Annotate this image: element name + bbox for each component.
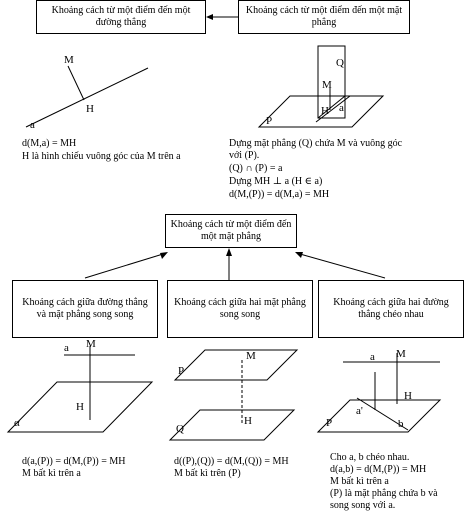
plane-step2: (Q) ∩ (P) = a	[229, 163, 283, 174]
label-M-top: M	[322, 79, 332, 91]
skew-line1: Cho a, b chéo nhau.	[330, 452, 410, 463]
line-formula: d(M,a) = MH	[22, 138, 77, 149]
skew-line3: M bất kì trên a	[330, 476, 389, 487]
box-point-to-plane-top	[238, 0, 410, 34]
label-M-line: M	[64, 54, 74, 66]
label-P-top: P	[266, 115, 273, 127]
box-point-to-line-text: Khoảng cách từ một điểm đến một đường thẳng	[51, 5, 191, 28]
box-point-to-line	[36, 0, 206, 34]
box-point-to-plane-center-text: Khoảng cách từ một điểm đến một mặt phẳng	[170, 219, 292, 242]
pp-formula: d((P),(Q)) = d(M,(Q)) = MH	[174, 456, 289, 467]
box-two-skew-lines-text: Khoảng cách giữa hai đường thẳng chéo nhau	[333, 297, 449, 320]
box-line-plane-parallel-text: Khoảng cách giữa đường thẳng và mặt phẳng song song	[22, 297, 148, 320]
label-a-lp: a	[64, 342, 69, 354]
label-P-skew: P	[326, 417, 333, 429]
label-P-pp: P	[178, 365, 185, 377]
lp-note: M bất kì trên a	[22, 468, 81, 479]
plane-step1b: với (P).	[229, 150, 260, 161]
plane-step1: Dựng mặt phẳng (Q) chứa M và vuông góc	[229, 138, 403, 149]
label-H-lp: H	[76, 401, 84, 413]
label-H-skew: H	[404, 390, 412, 402]
label-b-skew: b	[398, 418, 404, 430]
box-point-to-plane-top-text: Khoảng cách từ một điểm đến một mặt phẳng	[245, 5, 403, 28]
box-point-to-plane-center	[165, 214, 297, 248]
skew-line4: (P) là mặt phẳng chứa b và	[330, 488, 438, 499]
line-note: H là hình chiếu vuông góc của M trên a	[22, 151, 181, 162]
pp-note: M bất kì trên (P)	[174, 468, 241, 479]
label-H-pp: H	[244, 415, 252, 427]
label-Q-pp: Q	[176, 423, 184, 435]
label-M-skew: M	[396, 348, 406, 360]
plane-formula: d(M,(P)) = d(M,a) = MH	[229, 189, 330, 200]
label-a-prime-skew: a'	[356, 405, 363, 417]
label-M-pp: M	[246, 350, 256, 362]
label-a-skew: a	[370, 351, 375, 363]
plane-step3: Dựng MH ⊥ a (H ∈ a)	[229, 176, 323, 187]
lp-formula: d(a,(P)) = d(M,(P)) = MH	[22, 456, 126, 467]
box-two-planes-parallel-text: Khoảng cách giữa hai mặt phẳng song song	[174, 297, 306, 320]
label-a-top: a	[339, 102, 344, 114]
label-a-line: a	[30, 119, 35, 131]
box-line-plane-parallel	[12, 280, 158, 338]
label-Q-top: Q	[336, 57, 344, 69]
skew-line2: d(a,b) = d(M,(P)) = MH	[330, 464, 427, 475]
label-M-lp: M	[86, 338, 96, 350]
label-H-line: H	[86, 103, 94, 115]
label-alpha-lp: α	[14, 417, 20, 429]
box-two-skew-lines	[318, 280, 464, 338]
skew-line5: song song với a.	[330, 500, 396, 511]
box-two-planes-parallel	[167, 280, 313, 338]
label-H-top: H	[321, 105, 329, 117]
